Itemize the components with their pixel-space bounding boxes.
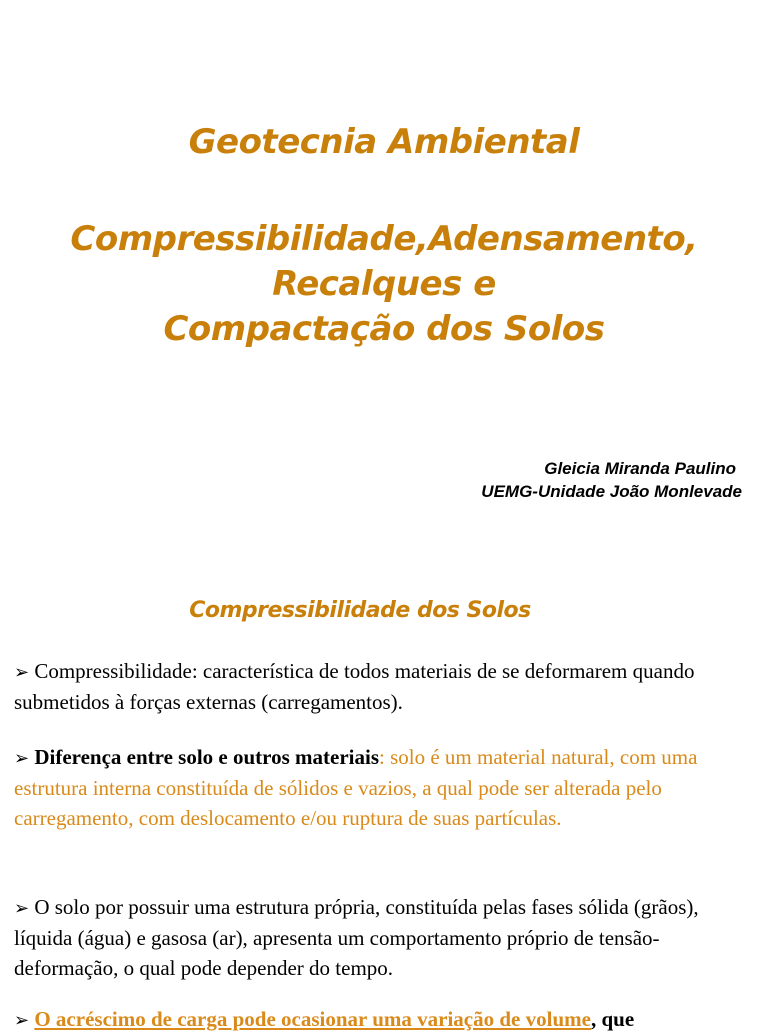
paragraph-colon: : <box>379 745 391 769</box>
paragraph-text-continuation: , que <box>590 1007 635 1031</box>
author-institution: UEMG-Unidade João Monlevade <box>481 482 742 501</box>
paragraph-difference <box>14 742 759 833</box>
subtitle-line-2: Recalques e <box>272 264 496 304</box>
arrow-bullet-icon: ➢ <box>14 1010 30 1030</box>
paragraph-highlight-text: solo é um material natural, com uma estrutura interna constituída de sólidos e vazios, a qual pode ser alterada pelo carregamento, com deslocamento e/ou ruptura de suas partículas. <box>14 745 698 830</box>
paragraph-text: O solo por possuir uma estrutura própria, constituída pelas fases sólida (grãos), líquida (água) e gasosa (ar), apresenta um comportamento próprio de tensão-deformação, o qual pode depender do tempo. <box>14 895 699 980</box>
arrow-bullet-icon: ➢ <box>14 662 30 682</box>
arrow-bullet-icon: ➢ <box>14 748 30 768</box>
paragraph-text: Compressibilidade: característica de todos materiais de se deformarem quando submetidos à forças externas (carregamentos). <box>14 659 695 714</box>
author-name: Gleicia Miranda Paulino <box>544 459 736 478</box>
page-title: Geotecnia Ambiental <box>188 122 580 162</box>
arrow-bullet-icon: ➢ <box>14 898 30 918</box>
page-subtitle <box>0 217 768 352</box>
subtitle-line-3: Compactação dos Solos <box>163 309 605 349</box>
paragraph-bold-lead: Diferença entre solo e outros materiais <box>34 745 380 769</box>
paragraph-highlight-bold: O acréscimo de carga pode ocasionar uma variação de volume <box>34 1007 591 1031</box>
paragraph-compressibility <box>14 656 759 717</box>
subtitle-line-1: Compressibilidade,Adensamento, <box>70 219 698 259</box>
section-title: Compressibilidade dos Solos <box>189 598 531 623</box>
paragraph-soil-structure <box>14 892 759 983</box>
paragraph-load-increase <box>14 1004 759 1035</box>
